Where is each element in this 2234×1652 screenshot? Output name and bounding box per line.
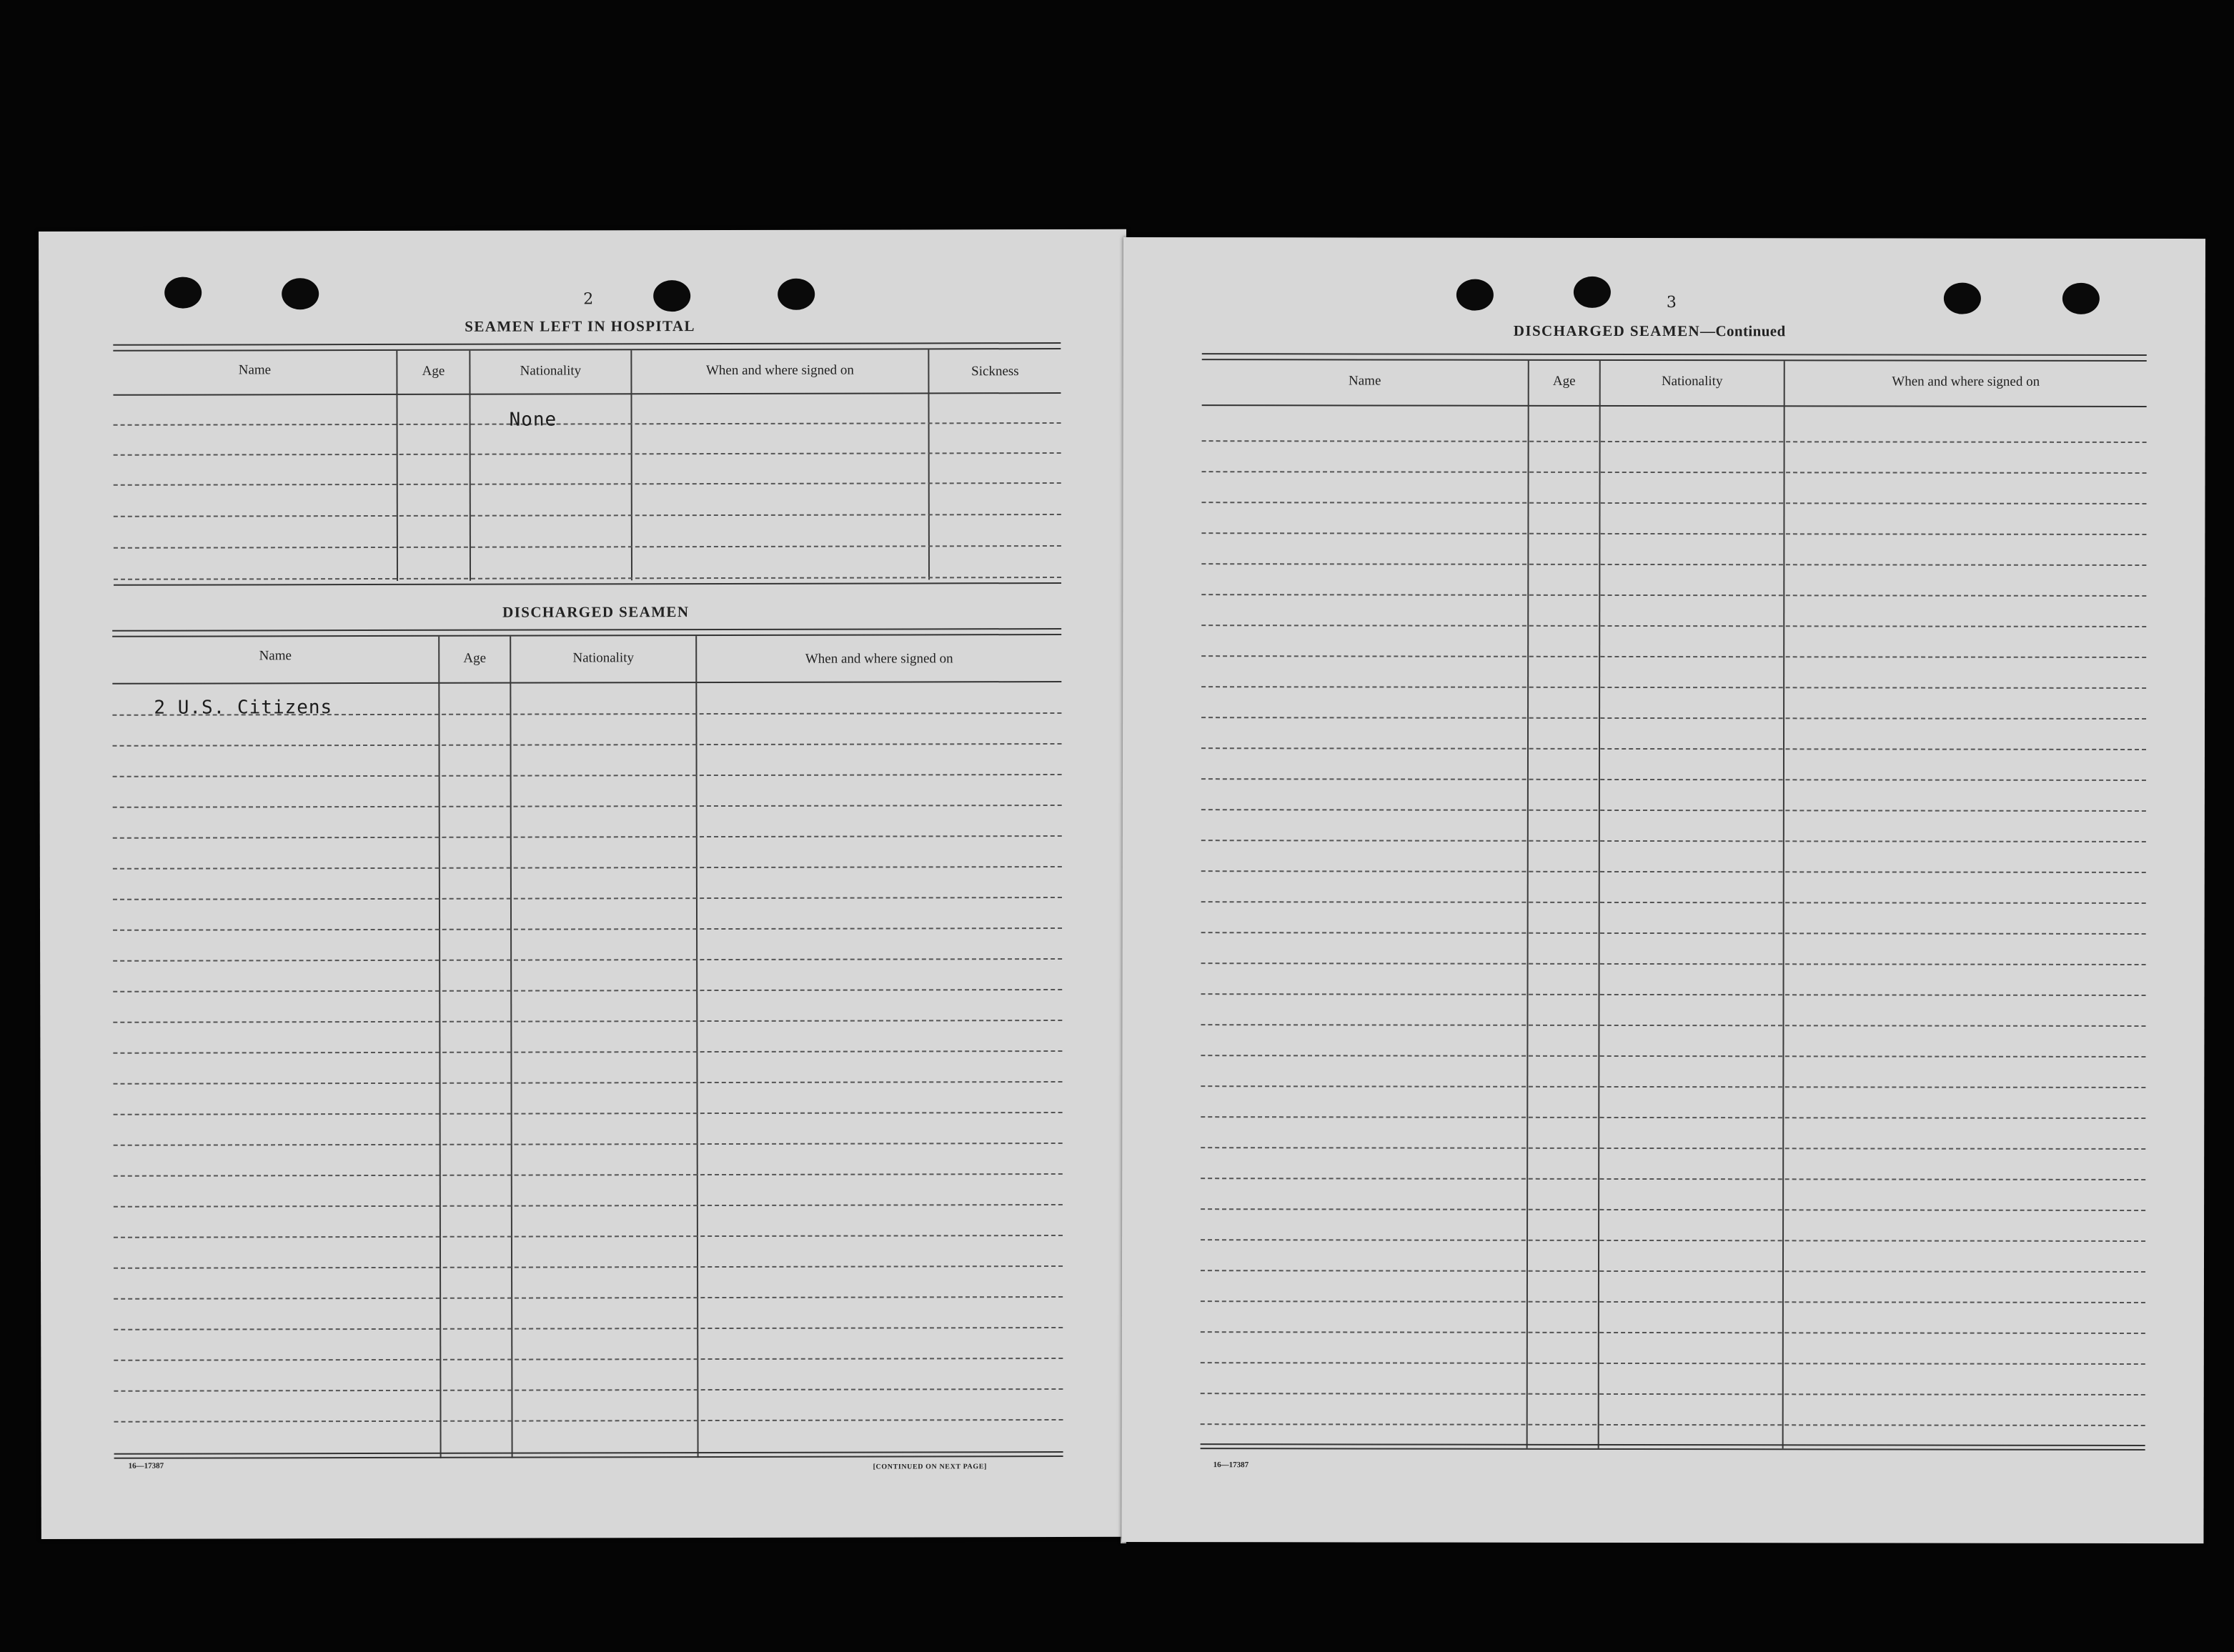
ruled-row — [114, 1235, 1063, 1238]
ruled-row — [113, 1020, 1062, 1023]
ruled-row — [1201, 993, 2146, 996]
punch-hole — [1944, 283, 1981, 314]
ruled-row — [114, 1204, 1063, 1208]
ruled-row — [1201, 840, 2146, 842]
form-code: 16—17387 — [128, 1461, 164, 1471]
column-header-name: Name — [259, 648, 292, 664]
punch-hole — [653, 280, 690, 312]
ruled-row — [1201, 1024, 2145, 1027]
ruled-row — [1201, 932, 2146, 935]
ruled-row — [1201, 594, 2146, 597]
ruled-row — [114, 1296, 1063, 1300]
ruled-row — [113, 927, 1062, 931]
ruled-row — [113, 989, 1062, 992]
ruled-row — [1201, 625, 2146, 627]
ruled-row — [1202, 471, 2147, 474]
discharged-table — [112, 628, 1063, 1461]
column-header-signed-on: When and where signed on — [705, 362, 854, 379]
hospital-entry-none: None — [509, 409, 557, 431]
ruled-row — [1201, 809, 2146, 812]
ruled-row — [113, 1050, 1062, 1054]
discharged-continued-title — [1514, 322, 1786, 341]
column-header-nationality: Nationality — [572, 650, 635, 666]
ruled-row — [1201, 717, 2146, 720]
column-header-nationality: Nationality — [1661, 374, 1723, 389]
right-page — [1121, 237, 2205, 1543]
ruled-row — [1201, 778, 2146, 781]
ruled-row — [113, 1081, 1062, 1085]
ruled-row — [113, 958, 1062, 962]
ruled-row — [1201, 1055, 2145, 1058]
column-header-signed-on: When and where signed on — [805, 651, 953, 667]
punch-hole — [2062, 283, 2100, 314]
continued-header-row — [1202, 360, 2147, 407]
ruled-row — [114, 1173, 1063, 1177]
ruled-row — [113, 805, 1062, 808]
column-header-sickness: Sickness — [971, 364, 1019, 379]
ruled-row — [1201, 1147, 2145, 1150]
column-header-nationality: Nationality — [520, 363, 582, 379]
punch-hole — [282, 278, 319, 309]
ruled-row — [113, 774, 1062, 777]
ruled-row — [1201, 1300, 2145, 1303]
column-header-name: Name — [238, 362, 272, 378]
discharged-header-row — [112, 635, 1061, 685]
ruled-row — [1201, 962, 2146, 965]
ruled-row — [114, 1358, 1063, 1361]
ruled-row — [1201, 1393, 2145, 1395]
ruled-row — [114, 1419, 1063, 1423]
ruled-row — [1201, 1270, 2145, 1273]
ruled-row — [114, 1388, 1063, 1392]
discharged-section-title: DISCHARGED SEAMEN — [502, 603, 690, 621]
ruled-row — [1201, 901, 2146, 904]
ruled-row — [114, 1143, 1063, 1146]
ruled-row — [1201, 532, 2146, 535]
ruled-row — [1201, 686, 2146, 689]
ruled-row — [113, 835, 1062, 839]
ruled-row — [1201, 1178, 2145, 1180]
hospital-section-title: SEAMEN LEFT IN HOSPITAL — [465, 317, 695, 335]
ruled-row — [1201, 1116, 2145, 1119]
punch-hole — [778, 279, 815, 310]
ruled-row — [1201, 1085, 2145, 1088]
column-header-signed-on: When and where signed on — [1892, 374, 2040, 389]
punch-hole — [1456, 279, 1494, 311]
ruled-row — [1201, 1208, 2145, 1211]
ruled-row — [1202, 440, 2147, 443]
discharged-continued-table — [1201, 353, 2147, 1455]
punch-hole — [1574, 277, 1611, 308]
left-page — [39, 229, 1129, 1539]
column-header-age: Age — [463, 650, 487, 666]
title-main: DISCHARGED SEAMEN — [1513, 322, 1701, 340]
ruled-row — [114, 1265, 1063, 1269]
ruled-row — [1201, 655, 2146, 658]
hospital-table — [113, 342, 1061, 587]
column-header-age: Age — [1552, 373, 1576, 389]
column-header-name: Name — [1349, 373, 1381, 389]
ruled-row — [113, 743, 1062, 747]
ruled-row — [1201, 1362, 2145, 1365]
page-number: 2 — [583, 290, 594, 309]
discharged-entry: 2 U.S. Citizens — [154, 697, 333, 719]
ruled-row — [1201, 747, 2146, 750]
ruled-row — [114, 1112, 1063, 1115]
ruled-row — [1201, 1331, 2145, 1334]
title-continued: —Continued — [1700, 322, 1786, 340]
continued-note: [CONTINUED ON NEXT PAGE] — [873, 1463, 987, 1471]
ruled-row — [1201, 870, 2146, 873]
ruled-row — [1201, 1423, 2145, 1426]
punch-hole — [164, 277, 202, 309]
form-code: 16—17387 — [1213, 1461, 1249, 1470]
hospital-header-row — [113, 349, 1061, 396]
ruled-row — [1201, 502, 2146, 504]
ruled-row — [1201, 1239, 2145, 1242]
ruled-row — [113, 866, 1062, 870]
page-number: 3 — [1666, 294, 1677, 312]
ruled-row — [113, 897, 1062, 900]
column-header-age: Age — [422, 363, 445, 379]
ruled-row — [114, 1327, 1063, 1330]
ruled-row — [1201, 563, 2146, 566]
